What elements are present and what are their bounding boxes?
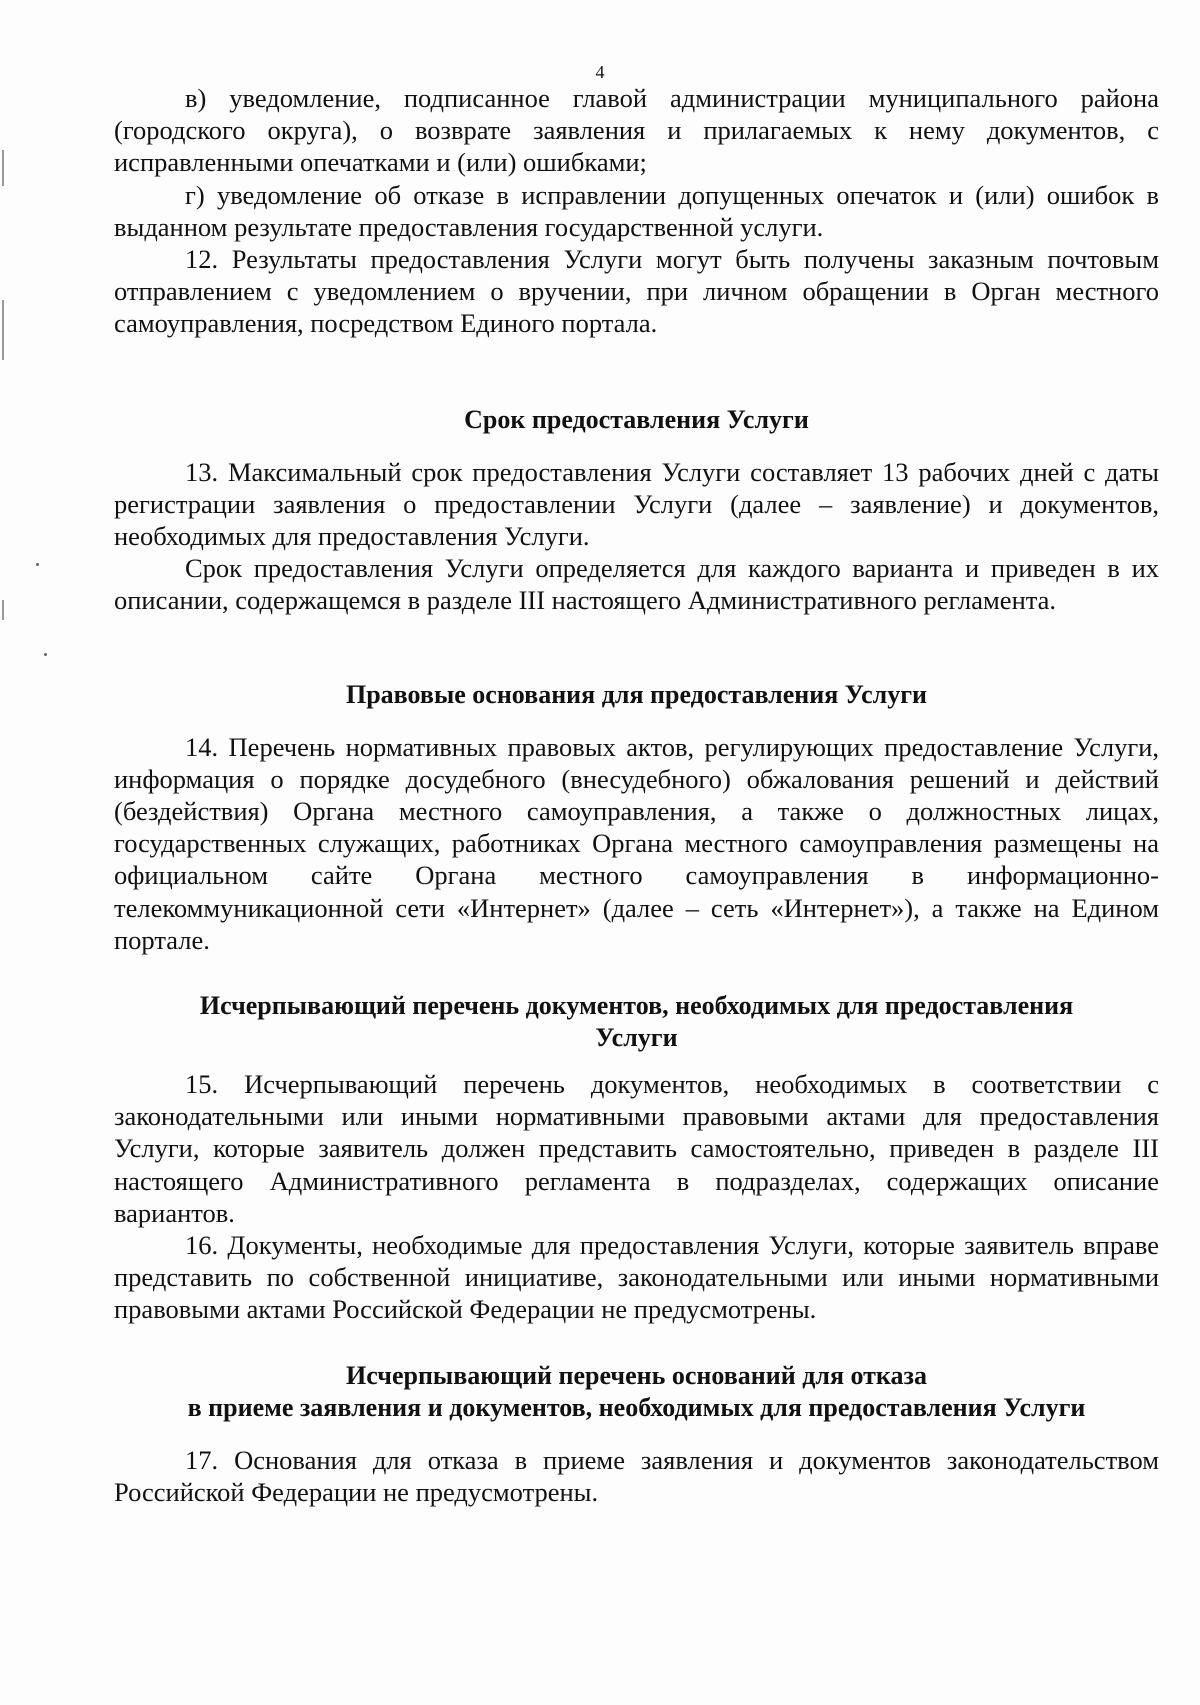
section-heading-documents-line2: Услуги [595,1023,678,1053]
page-number: 4 [595,62,605,82]
item-g-paragraph: г) уведомление об отказе в исправлении допущенных опечаток и (или) ошибок в выданном результате предоставления государственной услуги. [114,179,1159,242]
scan-speck [44,653,47,656]
paragraph-17: 17. Основания для отказа в приеме заявления и документов законодательством Российской Федерации не предусмотрены. [114,1444,1159,1507]
paragraph-13-continuation: Срок предоставления Услуги определяется для каждого варианта и приведен в их описании, содержащемся в разделе III настоящего Административного регламента. [114,553,1159,616]
scan-margin-mark [2,300,4,360]
item-v-paragraph: в) уведомление, подписанное главой администрации муниципального района (городского округа), о возврате заявления и прилагаемых к нему документов, с исправленными опечатками и (или) ошибками; [114,83,1159,178]
section-heading-documents-line1: Исчерпывающий перечень документов, необходимых для предоставления [199,991,1074,1021]
section-heading-refusal-line1: Исчерпывающий перечень оснований для отказа [346,1360,927,1390]
section-heading-legal-basis: Правовые основания для предоставления Услуги [346,679,927,709]
paragraph-15: 15. Исчерпывающий перечень документов, необходимых в соответствии с законодательными или иными нормативными правовыми актами для предоставления Услуги, которые заявитель должен представить самостоятельно, приведен в разделе III настоящего Административного регламента в подразделах, содержащих описание вариантов. [114,1069,1159,1228]
paragraph-16: 16. Документы, необходимые для предоставления Услуги, которые заявитель вправе представить по собственной инициативе, законодательными или иными нормативными правовыми актами Российской Федерации не предусмотрены. [114,1230,1159,1325]
document-body [114,82,1159,1508]
section-heading-term: Срок предоставления Услуги [464,404,809,434]
scan-margin-mark [2,600,4,620]
scan-margin-mark [2,150,4,186]
scan-speck [36,563,39,566]
paragraph-12: 12. Результаты предоставления Услуги могут быть получены заказным почтовым отправлением с уведомлением о вручении, при личном обращении в Орган местного самоуправления, посредством Единого портала. [114,244,1159,339]
section-heading-refusal-line2: в приеме заявления и документов, необходимых для предоставления Услуги [187,1392,1086,1422]
paragraph-13: 13. Максимальный срок предоставления Услуги составляет 13 рабочих дней с даты регистрации заявления о предоставлении Услуги (далее – заявление) и документов, необходимых для предоставления Услуги. [114,456,1159,552]
paragraph-14: 14. Перечень нормативных правовых актов, регулирующих предоставление Услуги, информация о порядке досудебного (внесудебного) обжалования решений и действий (бездействия) Органа местного самоуправления, а также о должностных лицах, государственных служащих, работниках Органа местного самоуправления размещены на официальном сайте Органа местного самоуправления в информационно-телекоммуникационной сети «Интернет» (далее – сеть «Интернет»), а также на Едином портале. [114,731,1159,955]
